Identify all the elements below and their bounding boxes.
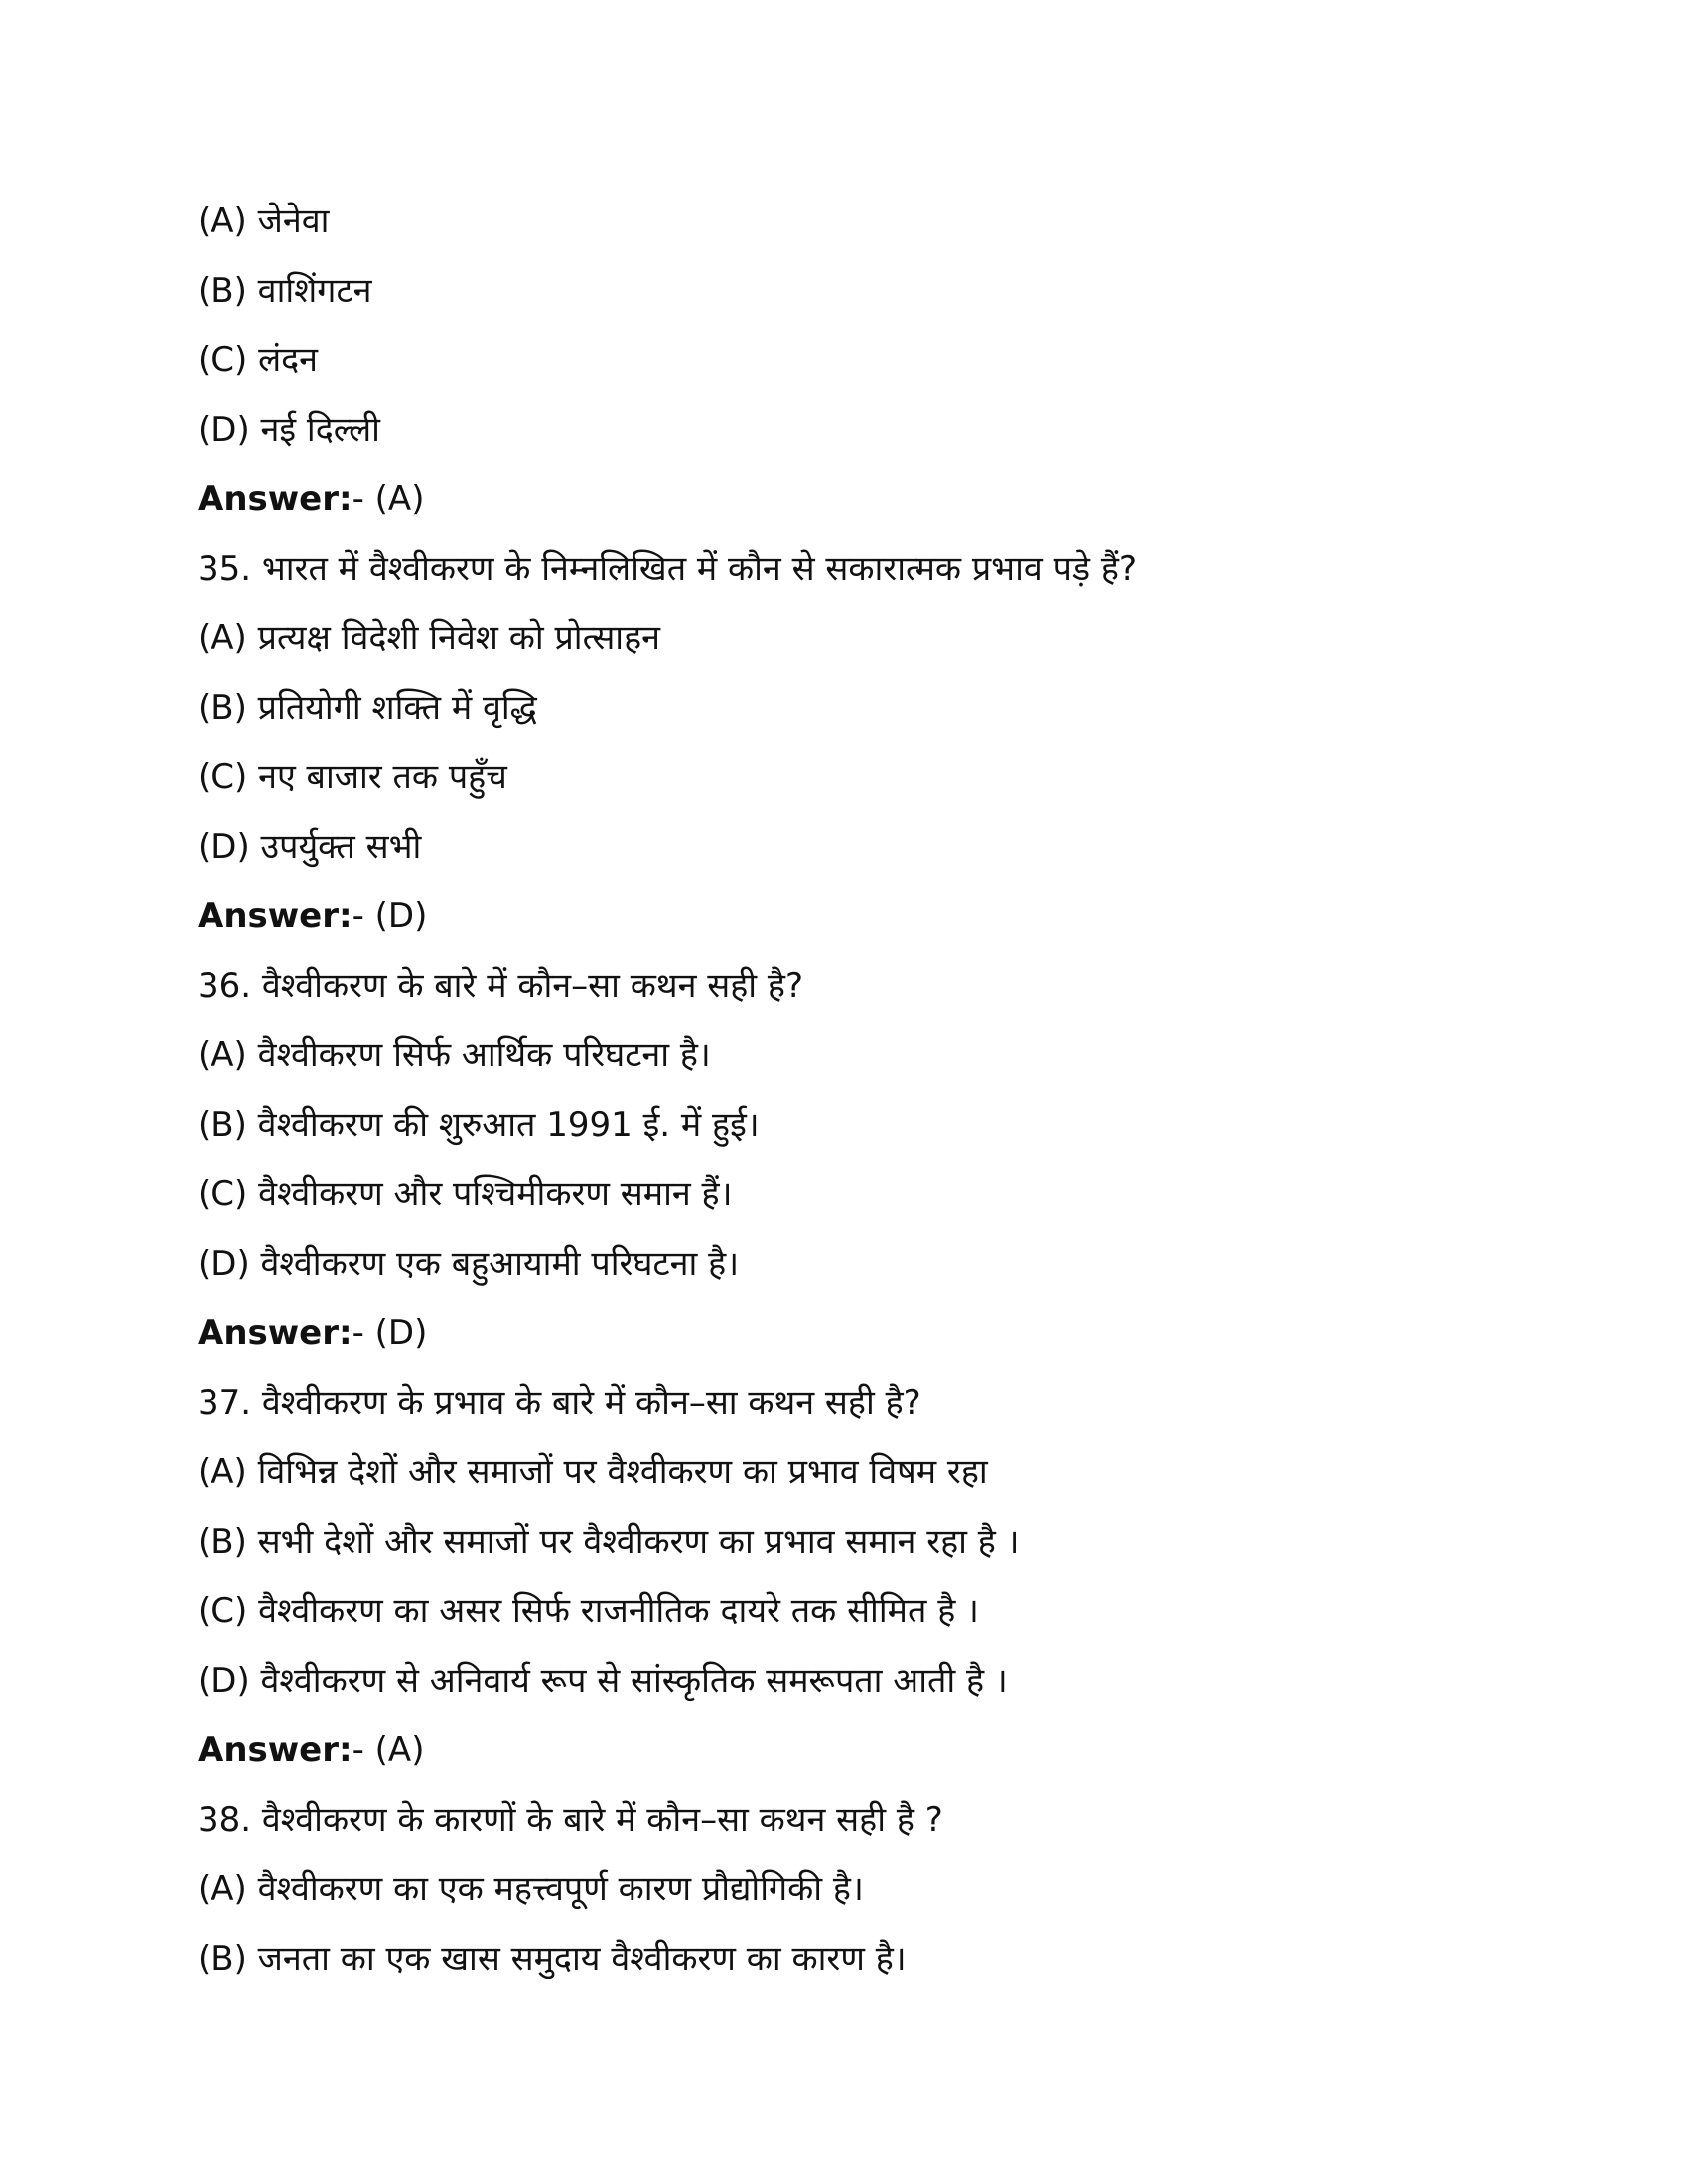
option-line: (B) वैश्वीकरण की शुरुआत 1991 ई. में हुई।: [198, 1105, 760, 1145]
answer-value: - (A): [352, 1730, 425, 1770]
option-line: (A) प्रत्यक्ष विदेशी निवेश को प्रोत्साहन: [198, 618, 661, 658]
answer-label: Answer:: [198, 1313, 352, 1353]
option-line: (D) नई दिल्ली: [198, 410, 380, 450]
page-content: [198, 195, 1548, 2001]
option-line: (C) वैश्वीकरण का असर सिर्फ राजनीतिक दायरे तक सीमित है ।: [198, 1591, 979, 1631]
option-line: (C) लंदन: [198, 341, 319, 380]
answer-line: [198, 889, 1548, 959]
answer-line: [198, 473, 1548, 542]
option-line: (B) प्रतियोगी शक्ति में वृद्धि: [198, 688, 537, 728]
option-line: (B) जनता का एक खास समुदाय वैश्वीकरण का कारण है।: [198, 1939, 907, 1979]
question-text: 36. वैश्वीकरण के बारे में कौन–सा कथन सही है?: [198, 966, 803, 1006]
option-line: (C) नए बाजार तक पहुँच: [198, 757, 507, 797]
option-line: (D) वैश्वीकरण एक बहुआयामी परिघटना है।: [198, 1244, 740, 1284]
option-line: (B) वाशिंगटन: [198, 271, 372, 311]
answer-value: - (D): [352, 1313, 428, 1353]
answer-label: Answer:: [198, 479, 352, 519]
answer-value: - (D): [352, 896, 428, 936]
question-text: 37. वैश्वीकरण के प्रभाव के बारे में कौन–सा कथन सही है?: [198, 1383, 921, 1423]
answer-value: - (A): [352, 479, 425, 519]
option-line: (A) विभिन्न देशों और समाजों पर वैश्वीकरण का प्रभाव विषम रहा: [198, 1452, 988, 1492]
answer-label: Answer:: [198, 896, 352, 936]
option-line: (A) वैश्वीकरण का एक महत्त्वपूर्ण कारण प्रौद्योगिकी है।: [198, 1869, 864, 1909]
option-line: (A) वैश्वीकरण सिर्फ आर्थिक परिघटना है।: [198, 1035, 711, 1075]
option-line: (C) वैश्वीकरण और पश्चिमीकरण समान हैं।: [198, 1174, 733, 1214]
option-line: (A) जेनेवा: [198, 202, 330, 241]
answer-label: Answer:: [198, 1730, 352, 1770]
option-line: (B) सभी देशों और समाजों पर वैश्वीकरण का प्रभाव समान रहा है ।: [198, 1522, 1020, 1562]
question-text: 38. वैश्वीकरण के कारणों के बारे में कौन–सा कथन सही है ?: [198, 1800, 943, 1840]
answer-line: [198, 1306, 1548, 1376]
answer-line: [198, 1723, 1548, 1793]
option-line: (D) वैश्वीकरण से अनिवार्य रूप से सांस्कृतिक समरूपता आती है ।: [198, 1661, 1008, 1701]
option-line: (D) उपर्युक्त सभी: [198, 827, 422, 867]
question-text: 35. भारत में वैश्वीकरण के निम्नलिखित में कौन से सकारात्मक प्रभाव पड़े हैं?: [198, 549, 1137, 589]
